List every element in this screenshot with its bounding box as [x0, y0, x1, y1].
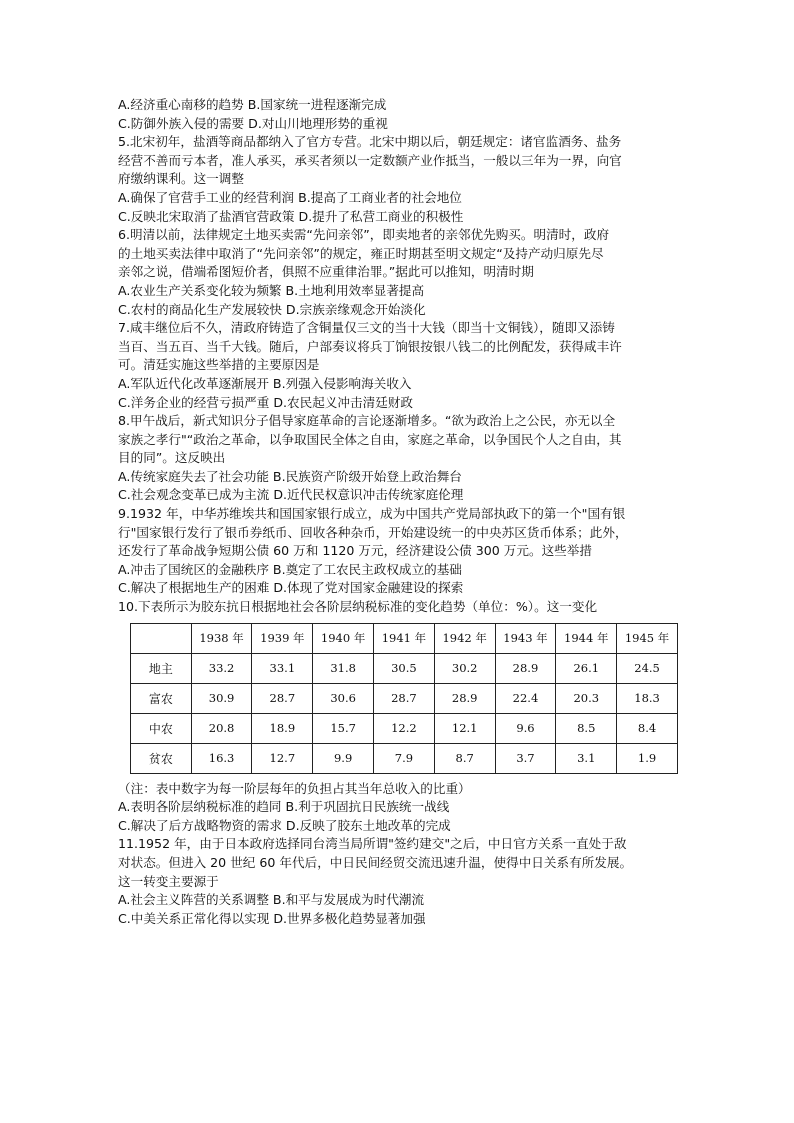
text-line: C.洋务企业的经营亏损严重 D.农民起义冲击清廷财政 — [118, 394, 413, 410]
table-cell: 30.9 — [191, 683, 252, 713]
text-line: A.军队近代化改革逐渐展开 B.列强入侵影响海关收入 — [118, 375, 412, 391]
table-cell: 8.7 — [434, 743, 495, 773]
table-cell: 28.9 — [495, 653, 556, 683]
table-cell: 18.9 — [252, 713, 313, 743]
table-header-year: 1941 年 — [374, 623, 435, 653]
table-cell: 18.3 — [617, 683, 678, 713]
text-line: 8.甲午战后，新式知识分子倡导家庭革命的言论逐渐增多。“欲为政治上之公民，亦无以全 — [118, 413, 616, 429]
text-line: C.防御外族入侵的需要 D.对山川地理形势的重视 — [118, 115, 388, 131]
row-label: 中农 — [131, 713, 192, 743]
table-cell: 1.9 — [617, 743, 678, 773]
text-line: 家族之孝行"“政治之革命，以争取国民全体之自由，家庭之革命，以争国民个人之自由，其 — [118, 431, 622, 447]
text-line: A.经济重心南移的趋势 B.国家统一进程逐渐完成 — [118, 97, 387, 112]
text-line: A.表明各阶层纳税标准的趋同 B.利于巩固抗日民族统一战线 — [118, 799, 450, 815]
text-line: 这一转变主要源于 — [118, 873, 219, 889]
text-line: C.解决了根据地生产的困难 D.体现了党对国家金融建设的探索 — [118, 580, 464, 596]
text-line: 的土地买卖法律中取消了“先问亲邻”的规定，雍正时期甚至明文规定“及持产动归原先尽 — [118, 245, 604, 261]
row-label: 地主 — [131, 653, 192, 683]
text-line: 6.明清以前，法律规定土地买卖需“先问亲邻”，即卖地者的亲邻优先购买。明清时，政府 — [118, 227, 610, 243]
text-line: 当百、当五百、当千大钱。随后，户部奏议将兵丁饷银按银八钱二的比例配发，获得咸丰许 — [118, 338, 622, 354]
table-cell: 28.7 — [374, 683, 435, 713]
text-line: 府缴纳课利。这一调整 — [118, 171, 244, 187]
table-cell: 31.8 — [313, 653, 374, 683]
table-header-year: 1940 年 — [313, 623, 374, 653]
table-cell: 16.3 — [191, 743, 252, 773]
table-cell: 12.1 — [434, 713, 495, 743]
text-line: （注：表中数字为每一阶层每年的负担占其当年总收入的比重） — [118, 780, 471, 796]
text-line: 11.1952 年，由于日本政府选择同台湾当局所谓"签约建交"之后，中日官方关系一直处于敌 — [118, 836, 627, 852]
table-cell: 20.3 — [556, 683, 617, 713]
table-cell: 12.7 — [252, 743, 313, 773]
text-line: 9.1932 年，中华苏维埃共和国国家银行成立，成为中国共产党局部执政下的第一个"国有银 — [118, 506, 626, 522]
table-header-year: 1944 年 — [556, 623, 617, 653]
text-line: 还发行了革命战争短期公债 60 万和 1120 万元，经济建设公债 300 万元。这些举措 — [118, 543, 592, 559]
table-cell: 15.7 — [313, 713, 374, 743]
table-cell: 9.9 — [313, 743, 374, 773]
text-line: 可。清廷实施这些举措的主要原因是 — [118, 357, 320, 373]
text-line: A.社会主义阵营的关系调整 B.和平与发展成为时代潮流 — [118, 892, 425, 908]
table-row-poor-peasant — [131, 743, 678, 773]
table-header-year: 1938 年 — [191, 623, 252, 653]
text-line: A.农业生产关系变化较为频繁 B.土地利用效率显著提高 — [118, 282, 425, 298]
table-cell: 28.9 — [434, 683, 495, 713]
table-cell: 9.6 — [495, 713, 556, 743]
tax-rate-table — [130, 623, 678, 774]
table-cell: 12.2 — [374, 713, 435, 743]
text-line: 行"国家银行发行了银币券纸币、回收各种杂币，开始建设统一的中央苏区货币体系；此外， — [118, 524, 628, 540]
table-row-rich-peasant — [131, 683, 678, 713]
text-line: 7.咸丰继位后不久，清政府铸造了含铜量仅三文的当十大钱（即当十文铜钱），随即又添铸 — [118, 320, 615, 336]
text-line: 亲邻之说，借端希图短价者，俱照不应重律治罪。”据此可以推知，明清时期 — [118, 264, 534, 280]
table-cell: 20.8 — [191, 713, 252, 743]
table-cell: 26.1 — [556, 653, 617, 683]
text-line: 对状态。但进入 20 世纪 60 年代后，中日民间经贸交流迅速升温，使得中日关系有所发展。 — [118, 855, 633, 870]
text-line: C.农村的商品化生产发展较快 D.宗族亲缘观念开始淡化 — [118, 301, 426, 317]
text-line: A.冲击了国统区的金融秩序 B.奠定了工农民主政权成立的基础 — [118, 561, 462, 577]
table-cell: 30.5 — [374, 653, 435, 683]
table-cell: 33.2 — [191, 653, 252, 683]
table-cell: 28.7 — [252, 683, 313, 713]
question-text-block-lower — [118, 780, 678, 929]
text-line: C.社会观念变革已成为主流 D.近代民权意识冲击传统家庭伦理 — [118, 487, 464, 503]
row-label: 贫农 — [131, 743, 192, 773]
table-cell: 8.4 — [617, 713, 678, 743]
table-cell: 3.7 — [495, 743, 556, 773]
text-line: C.解决了后方战略物资的需求 D.反映了胶东土地改革的完成 — [118, 817, 451, 833]
table-cell: 22.4 — [495, 683, 556, 713]
table-header-year: 1945 年 — [617, 623, 678, 653]
table-row-landlord — [131, 653, 678, 683]
exam-page — [118, 96, 678, 928]
table-header-row — [131, 623, 678, 653]
table-row-middle-peasant — [131, 713, 678, 743]
table-cell: 8.5 — [556, 713, 617, 743]
table-header-year: 1942 年 — [434, 623, 495, 653]
text-line: A.传统家庭失去了社会功能 B.民族资产阶级开始登上政治舞台 — [118, 468, 462, 484]
row-label: 富农 — [131, 683, 192, 713]
text-line: A.确保了官营手工业的经营利润 B.提高了工商业者的社会地位 — [118, 189, 462, 205]
table-cell: 24.5 — [617, 653, 678, 683]
table-cell: 7.9 — [374, 743, 435, 773]
question-text-block-upper — [118, 96, 678, 617]
text-line: C.中美关系正常化得以实现 D.世界多极化趋势显著加强 — [118, 910, 426, 926]
table-header-year: 1939 年 — [252, 623, 313, 653]
table-cell: 30.6 — [313, 683, 374, 713]
table-corner-cell — [131, 623, 192, 653]
table-cell: 3.1 — [556, 743, 617, 773]
text-line: 经营不善而亏本者，准人承买，承买者须以一定数额产业作抵当，一般以三年为一界，向官 — [118, 152, 622, 168]
text-line: 目的同”。这反映出 — [118, 450, 226, 466]
text-line: 5.北宋初年，盐酒等商品都纳入了官方专营。北宋中期以后，朝廷规定：诸官监酒务、盐务 — [118, 134, 622, 150]
text-line: 10.下表所示为胶东抗日根据地社会各阶层纳税标准的变化趋势（单位：%）。这一变化 — [118, 599, 598, 615]
table-header-year: 1943 年 — [495, 623, 556, 653]
table-cell: 30.2 — [434, 653, 495, 683]
table-cell: 33.1 — [252, 653, 313, 683]
text-line: C.反映北宋取消了盐酒官营政策 D.提升了私营工商业的积极性 — [118, 208, 464, 224]
